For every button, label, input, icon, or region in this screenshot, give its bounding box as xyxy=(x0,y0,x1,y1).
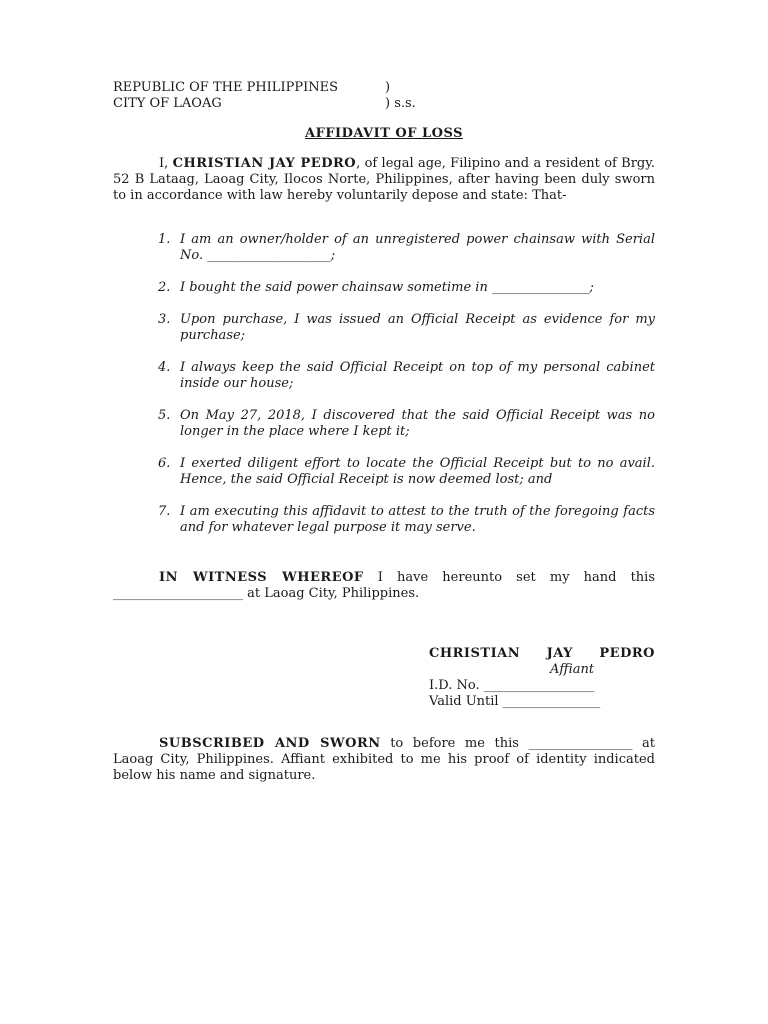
list-item-text: I exerted diligent effort to locate the Official Receipt but to no avail. Hence, the said Official Receipt is now deemed lost; and xyxy=(180,456,655,487)
venue-ss: ) s.s. xyxy=(385,96,416,111)
list-item-number: 7. xyxy=(158,504,171,519)
list-item-text: I am an owner/holder of an unregistered power chainsaw with Serial No. ___________________; xyxy=(180,232,655,263)
list-item-number: 5. xyxy=(158,408,171,423)
list-item xyxy=(158,232,655,264)
venue-line-city xyxy=(113,96,533,112)
venue-line-republic xyxy=(113,80,533,96)
list-item-number: 3. xyxy=(158,312,171,327)
witness-heading: IN WITNESS WHEREOF xyxy=(159,570,364,585)
intro-prefix: I, xyxy=(159,156,173,171)
list-item-number: 4. xyxy=(158,360,171,375)
venue-city-text: CITY OF LAOAG xyxy=(113,96,222,111)
statement-list xyxy=(158,232,655,552)
list-item-number: 2. xyxy=(158,280,171,295)
document-title: AFFIDAVIT OF LOSS xyxy=(305,126,463,141)
list-item-text: On May 27, 2018, I discovered that the said Official Receipt was no longer in the place where I kept it; xyxy=(180,408,655,439)
signatory-last-name: PEDRO xyxy=(599,646,655,661)
intro-rest: , of legal age, Filipino and a resident of Brgy. 52 B Lataag, Laoag City, Ilocos Norte, Philippines, after having been duly sworn to in accordance with law hereby voluntarily depose and state: That- xyxy=(113,156,655,203)
signatory-middle-name: JAY xyxy=(546,646,573,661)
list-item-number: 1. xyxy=(158,232,171,247)
witness-paragraph xyxy=(113,570,655,602)
affiant-name: CHRISTIAN JAY PEDRO xyxy=(172,156,357,171)
list-item-text: I bought the said power chainsaw sometime in _______________; xyxy=(180,280,594,295)
list-item xyxy=(158,280,655,296)
jurat-paragraph xyxy=(113,736,655,784)
list-item xyxy=(158,504,655,536)
list-item-text: I am executing this affidavit to attest to the truth of the foregoing facts and for whatever legal purpose it may serve. xyxy=(180,504,655,535)
venue-bracket: ) xyxy=(385,80,391,95)
venue-republic-text: REPUBLIC OF THE PHILIPPINES xyxy=(113,80,338,95)
signatory-role: Affiant xyxy=(550,662,595,677)
intro-paragraph xyxy=(113,156,655,204)
list-item-text: I always keep the said Official Receipt on top of my personal cabinet inside our house; xyxy=(180,360,655,391)
list-item xyxy=(158,312,655,344)
venue-header xyxy=(113,80,533,112)
valid-until-line: Valid Until _______________ xyxy=(429,694,601,709)
list-item-number: 6. xyxy=(158,456,171,471)
list-item xyxy=(158,456,655,488)
jurat-text: to before me this ________________ at Laoag City, Philippines. Affiant exhibited to me his proof of identity indicated below his name and signature. xyxy=(113,736,655,783)
list-item xyxy=(158,360,655,392)
list-item-text: Upon purchase, I was issued an Official Receipt as evidence for my purchase; xyxy=(180,312,655,343)
signatory-first-name: CHRISTIAN xyxy=(429,646,521,661)
signatory-name xyxy=(429,646,655,662)
signature-block xyxy=(429,646,655,710)
id-number-line: I.D. No. _________________ xyxy=(429,678,595,693)
witness-text: I have hereunto set my hand this ____________________ at Laoag City, Philippines. xyxy=(113,570,655,601)
list-item xyxy=(158,408,655,440)
jurat-heading: SUBSCRIBED AND SWORN xyxy=(159,736,381,751)
